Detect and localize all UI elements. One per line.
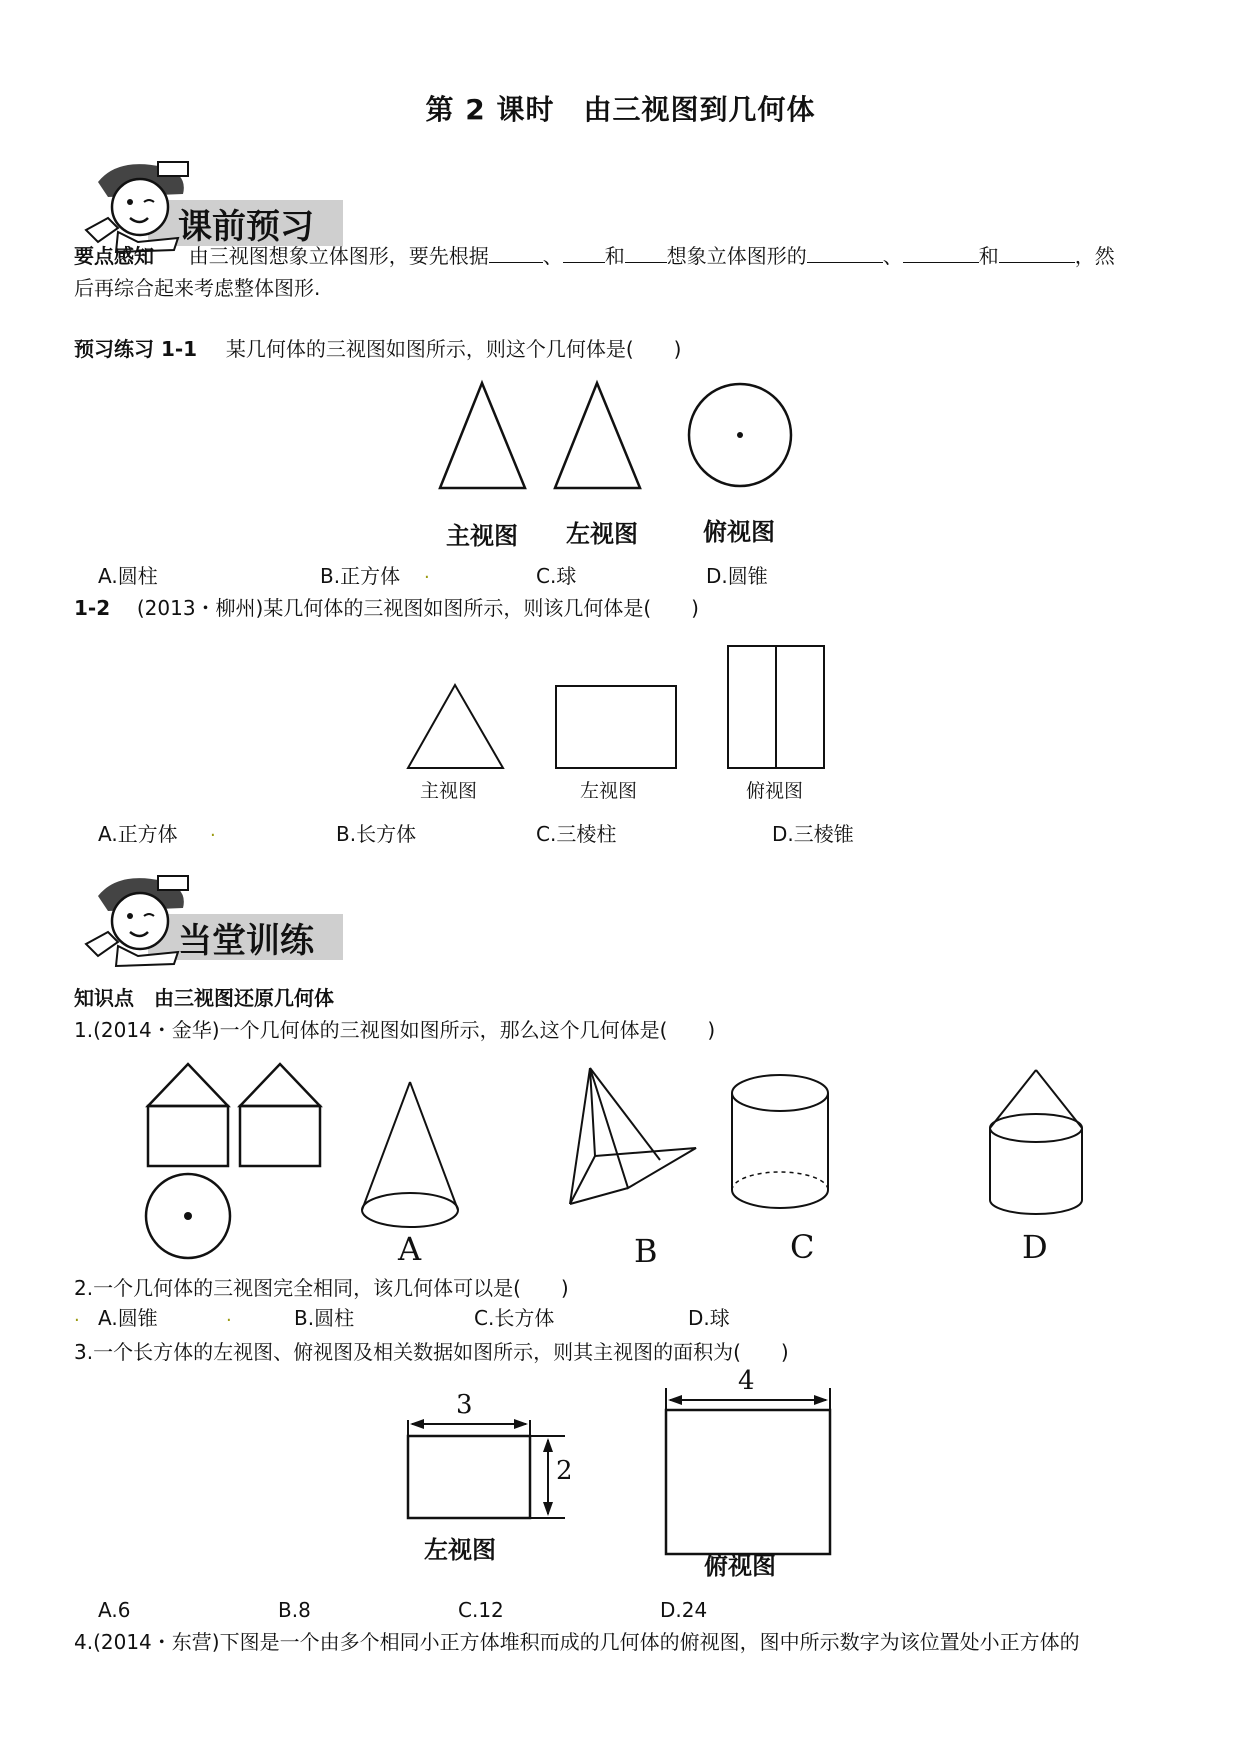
left-view-triangle <box>555 383 640 488</box>
caption-front-view: 主视图 <box>446 521 518 550</box>
banner-practice <box>78 866 348 966</box>
label-d: D <box>1022 1228 1048 1266</box>
option-d[interactable]: D.圆锥 <box>706 564 768 588</box>
decor-dot: . <box>210 820 216 841</box>
conjunction: 和 <box>604 244 625 268</box>
separator: 、 <box>882 244 903 268</box>
caption-left-view: 左视图 <box>580 780 638 802</box>
option-c[interactable]: C.12 <box>458 1598 504 1622</box>
answer-blank[interactable] <box>563 240 605 263</box>
left-view <box>408 1419 565 1518</box>
conjunction: 和 <box>978 244 999 268</box>
option-d-cone-cylinder[interactable] <box>990 1070 1082 1214</box>
option-b[interactable]: B.正方体 <box>320 564 401 588</box>
option-c[interactable]: C.球 <box>536 564 577 588</box>
label-c: C <box>790 1228 815 1266</box>
dim-left-width: 3 <box>456 1390 473 1420</box>
question-4: 4.(2014・东营)下图是一个由多个相同小正方体堆积而成的几何体的俯视图，图中所示数字为该位置处小正方体的 <box>74 1630 1080 1654</box>
caption-left-view: 左视图 <box>566 519 638 548</box>
answer-blank[interactable] <box>903 240 979 263</box>
top-view-center-dot <box>737 432 743 438</box>
separator: 、 <box>542 244 563 268</box>
banner-preview-text: 课前预习 <box>178 207 314 247</box>
question-3: 3.一个长方体的左视图、俯视图及相关数据如图所示，则其主视图的面积为( ) <box>74 1340 789 1364</box>
key-points-line1 <box>74 240 1115 272</box>
question-1-1 <box>74 333 681 365</box>
question-text: 某几何体的三视图如图所示，则这个几何体是( ) <box>225 337 682 361</box>
caption-left-view: 左视图 <box>424 1535 496 1564</box>
question-1-2 <box>74 592 699 624</box>
option-a[interactable]: A.圆柱 <box>98 564 158 588</box>
front-view-triangle <box>440 383 525 488</box>
label-a: A <box>398 1230 422 1268</box>
answer-blank[interactable] <box>807 240 883 263</box>
decor-dot: . <box>74 1305 80 1326</box>
question-label: 预习练习 1-1 <box>74 337 198 361</box>
key-points-text-b: 想象立体图形的 <box>666 244 807 268</box>
option-a-cone[interactable] <box>362 1082 458 1227</box>
option-a[interactable]: A.6 <box>98 1598 131 1622</box>
front-view-triangle <box>408 685 503 768</box>
top-view <box>666 1388 830 1554</box>
dim-top-width: 4 <box>738 1366 755 1396</box>
option-c-cylinder[interactable] <box>732 1075 828 1208</box>
caption-top-view: 俯视图 <box>746 780 804 802</box>
key-points-label: 要点感知 <box>74 244 154 268</box>
dim-left-height: 2 <box>556 1456 573 1486</box>
three-views <box>146 1064 320 1258</box>
option-b[interactable]: B.8 <box>278 1598 311 1622</box>
decor-dot: . <box>226 1305 232 1326</box>
option-d[interactable]: D.球 <box>688 1306 730 1330</box>
option-a[interactable]: A.圆锥 <box>98 1306 158 1330</box>
question-2: 2.一个几何体的三视图完全相同，该几何体可以是( ) <box>74 1276 569 1300</box>
option-c[interactable]: C.长方体 <box>474 1306 555 1330</box>
answer-blank[interactable] <box>625 240 667 263</box>
answer-blank[interactable] <box>999 240 1075 263</box>
key-points-text-a: 由三视图想象立体图形，要先根据 <box>188 244 489 268</box>
question-label: 1-2 <box>74 596 111 620</box>
option-d[interactable]: D.24 <box>660 1598 708 1622</box>
knowledge-point-heading: 知识点 由三视图还原几何体 <box>74 986 334 1010</box>
key-points-text-c: ，然 <box>1074 244 1115 268</box>
decor-dot: . <box>424 562 430 583</box>
question-1: 1.(2014・金华)一个几何体的三视图如图所示，那么这个几何体是( ) <box>74 1018 716 1042</box>
figure-1-2 <box>400 640 840 770</box>
caption-top-view: 俯视图 <box>704 1551 776 1580</box>
page-title: 第 2 课时 由三视图到几何体 <box>425 93 816 126</box>
option-b[interactable]: B.长方体 <box>336 822 417 846</box>
banner-preview <box>78 152 348 252</box>
option-b[interactable]: B.圆柱 <box>294 1306 355 1330</box>
caption-top-view: 俯视图 <box>703 517 775 546</box>
caption-front-view: 主视图 <box>420 780 478 802</box>
answer-blank[interactable] <box>489 240 543 263</box>
figure-q1 <box>140 1060 1100 1260</box>
left-view-rectangle <box>556 686 676 768</box>
question-text: (2013・柳州)某几何体的三视图如图所示，则该几何体是( ) <box>136 596 699 620</box>
key-points-line2: 后再综合起来考虑整体图形. <box>74 276 321 300</box>
option-b-pyramid[interactable] <box>570 1068 696 1204</box>
figure-1-1 <box>430 378 810 498</box>
option-a[interactable]: A.正方体 <box>98 822 178 846</box>
option-c[interactable]: C.三棱柱 <box>536 822 617 846</box>
banner-practice-text: 当堂训练 <box>178 921 314 961</box>
label-b: B <box>634 1232 658 1270</box>
option-d[interactable]: D.三棱锥 <box>772 822 854 846</box>
